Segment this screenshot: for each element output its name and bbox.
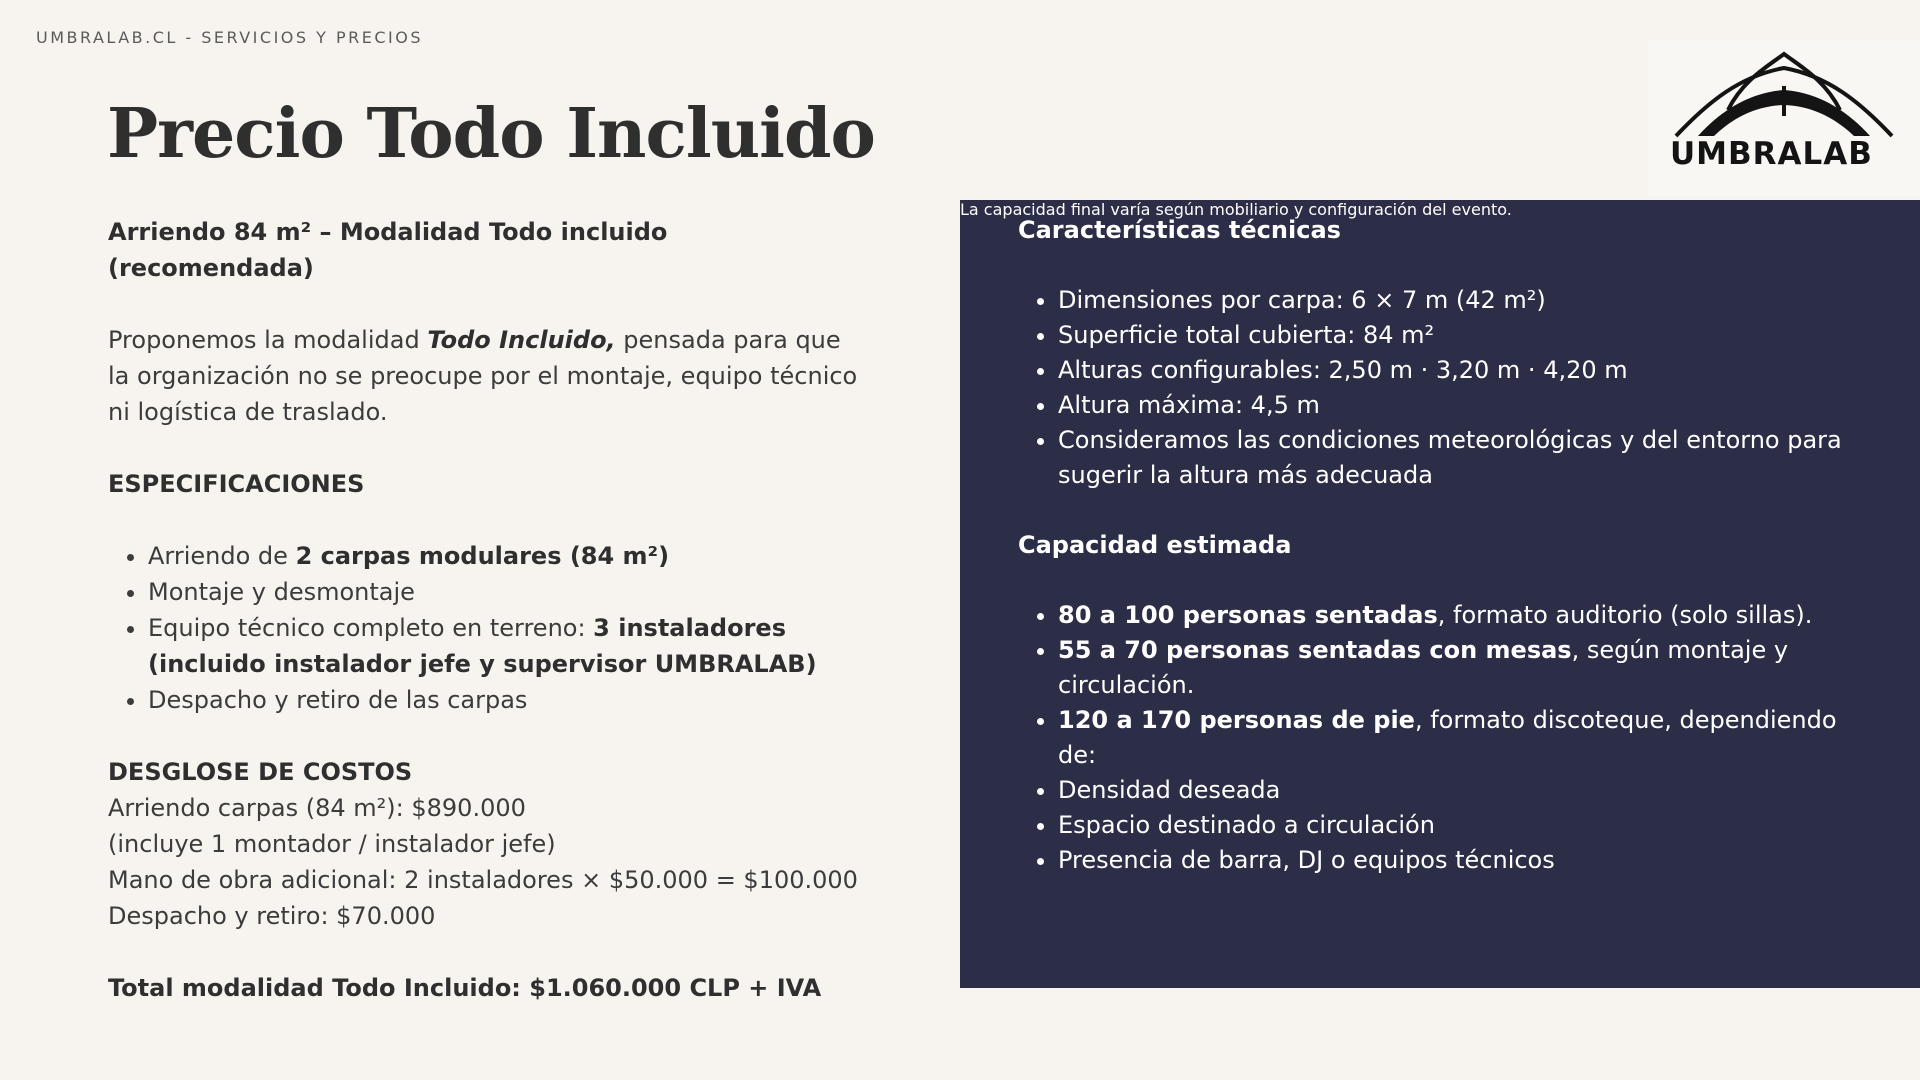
list-item: • Alturas configurables: 2,50 m · 3,20 m · 4,20 m bbox=[1058, 353, 1878, 388]
pricing-subtitle: Arriendo 84 m² – Modalidad Todo incluido (recomendada) bbox=[108, 218, 668, 282]
list-item: • Superficie total cubierta: 84 m² bbox=[1058, 318, 1878, 353]
cost-line: Despacho y retiro: $70.000 bbox=[108, 902, 436, 930]
costs-heading: DESGLOSE DE COSTOS bbox=[108, 758, 413, 786]
list-item: • Espacio destinado a circulación bbox=[1058, 808, 1878, 843]
intro-paragraph bbox=[108, 322, 868, 430]
specs-heading: ESPECIFICACIONES bbox=[108, 470, 365, 498]
intro-text-end: pensada para que la organización no se preocupe por el montaje, equipo técnico ni logística de traslado. bbox=[108, 326, 858, 426]
intro-text: Proponemos la modalidad bbox=[108, 326, 428, 354]
list-item: • Dimensiones por carpa: 6 × 7 m (42 m²) bbox=[1058, 283, 1878, 318]
capacity-note: La capacidad final varía según mobiliario y configuración del evento. bbox=[960, 200, 1512, 219]
list-item: • Densidad deseada bbox=[1058, 773, 1878, 808]
logo bbox=[1648, 40, 1920, 196]
cost-line: Mano de obra adicional: 2 instaladores × $50.000 = $100.000 bbox=[108, 866, 858, 894]
list-item: • Despacho y retiro de las carpas bbox=[148, 682, 868, 718]
page-title: Precio Todo Incluido bbox=[107, 94, 875, 174]
specs-list bbox=[108, 538, 868, 718]
cost-line: Arriendo carpas (84 m²): $890.000 bbox=[108, 794, 526, 822]
technical-panel bbox=[960, 200, 1920, 988]
tech-list bbox=[1018, 283, 1878, 493]
list-item: • 80 a 100 personas sentadas, formato auditorio (solo sillas). bbox=[1058, 598, 1878, 633]
tent-arch-icon bbox=[1668, 40, 1900, 140]
capacity-list bbox=[1018, 598, 1878, 878]
cost-line: (incluye 1 montador / instalador jefe) bbox=[108, 830, 556, 858]
header-label: UMBRALAB.CL - SERVICIOS Y PRECIOS bbox=[36, 28, 423, 47]
intro-emphasis: Todo Incluido, bbox=[427, 326, 616, 354]
list-item: • Arriendo de 2 carpas modulares (84 m²) bbox=[148, 538, 868, 574]
logo-wordmark: UMBRALAB bbox=[1670, 136, 1873, 172]
capacity-heading: Capacidad estimada bbox=[1018, 531, 1292, 559]
list-item: • Altura máxima: 4,5 m bbox=[1058, 388, 1878, 423]
list-item: • 120 a 170 personas de pie, formato discoteque, dependiendo de: bbox=[1058, 703, 1878, 773]
list-item: • Consideramos las condiciones meteorológicas y del entorno para sugerir la altura más adecuada bbox=[1058, 423, 1878, 493]
list-item: • Presencia de barra, DJ o equipos técnicos bbox=[1058, 843, 1878, 878]
list-item: • Equipo técnico completo en terreno: 3 instaladores (incluido instalador jefe y supervisor UMBRALAB) bbox=[148, 610, 868, 682]
list-item: • Montaje y desmontaje bbox=[148, 574, 868, 610]
list-item: • 55 a 70 personas sentadas con mesas, según montaje y circulación. bbox=[1058, 633, 1878, 703]
pricing-details bbox=[108, 214, 868, 1006]
total-price: Total modalidad Todo Incluido: $1.060.000 CLP + IVA bbox=[108, 974, 822, 1002]
tech-heading: Características técnicas bbox=[1018, 216, 1341, 244]
